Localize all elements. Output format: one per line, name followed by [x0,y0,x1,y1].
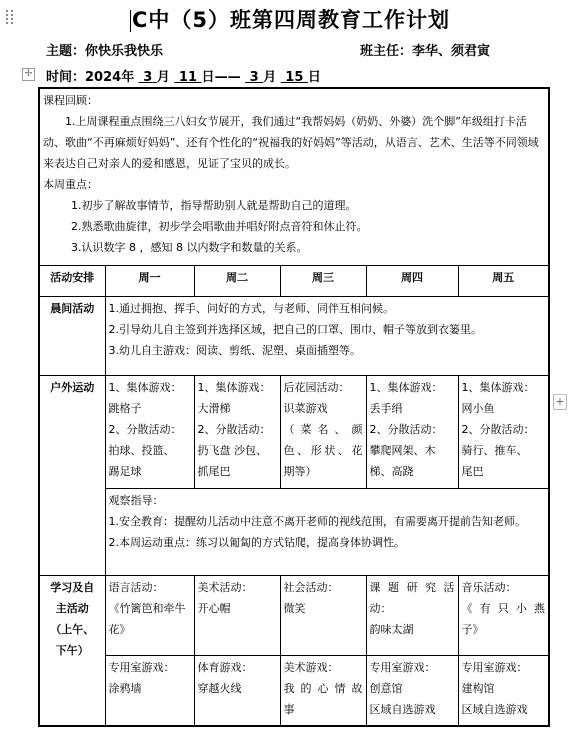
outdoor-wednesday-cell[interactable]: 后花园活动： 识菜游戏 （菜名、颜 色、形状、花 期等） [280,375,366,488]
focus-item: 2.熟悉歌曲旋律，初步学会唱歌曲并唱好附点音符和休止符。 [71,220,368,233]
game-thursday-cell[interactable]: 专用室游戏： 创意馆 区域自选游戏 [366,655,458,726]
focus-item: 3.认识数字 8 ，感知 8 以内数字和数量的关系。 [71,241,308,254]
morning-activity-cell[interactable] [105,296,549,375]
review-text: 1.上周课程重点围绕三八妇女节展开，我们通过“我帮妈妈（奶奶、外婆）洗个脚”年级组打卡活动、歌曲“不再麻烦好妈妈”、还有个性化的“祝福我的好妈妈”等活动，从语言、艺术、生活等不同领域来表达自己对亲人的爱和感恩，见证了宝贝的成长。 [43,115,539,170]
header-friday[interactable]: 周五 [458,265,549,296]
guidance-line: 1.安全教育：提醒幼儿活动中注意不离开老师的视线范围，有需要离开提前告知老师。 [108,514,526,528]
observation-guidance-cell[interactable] [105,488,549,575]
text-cursor [130,10,131,32]
outdoor-activity-label[interactable]: 户外运动 [39,375,105,575]
document-title[interactable]: C中（5）班第四周教育工作计划 [131,8,451,32]
focus-heading: 本周重点： [43,178,98,191]
outdoor-tuesday-cell[interactable]: 1、集体游戏： 大滑梯 2、分散活动： 扔飞盘 沙包、 抓尾巴 [194,375,280,488]
schedule-header-row [39,265,549,296]
study-activity-label[interactable]: 学习及自 主活动 （上午、 下午） [39,575,105,726]
guidance-line: 2.本周运动重点：练习以匍匐的方式钻爬，提高身体协调性。 [108,535,405,549]
review-heading: 课程回顾： [43,94,98,107]
header-thursday[interactable]: 周四 [366,265,458,296]
guidance-heading: 观察指导： [108,493,164,507]
header-monday[interactable]: 周一 [105,265,194,296]
morning-line: 2.引导幼儿自主签到并选择区域，把自己的口罩、围巾、帽子等放到衣篓里。 [108,322,482,336]
game-tuesday-cell[interactable]: 体育游戏： 穿越火线 [194,655,280,726]
header-tuesday[interactable]: 周二 [194,265,280,296]
header-activity[interactable]: 活动安排 [39,265,105,296]
game-monday-cell[interactable]: 专用室游戏： 涂鸦墙 [105,655,194,726]
game-friday-cell[interactable]: 专用室游戏： 建构馆 区域自选游戏 [458,655,549,726]
plan-table [38,87,550,727]
add-column-icon[interactable]: + [553,394,567,410]
study-wednesday-cell[interactable]: 社会活动： 微笑 [280,575,366,655]
outdoor-friday-cell[interactable]: 1、集体游戏： 网小鱼 2、分散活动： 骑行、推车、 尾巴 [458,375,549,488]
header-wednesday[interactable]: 周三 [280,265,366,296]
study-tuesday-cell[interactable]: 美术活动： 开心帽 [194,575,280,655]
focus-item: 1.初步了解故事情节，指导帮助别人就是帮助自己的道理。 [71,199,357,212]
morning-line: 3.幼儿自主游戏：阅读、剪纸、泥塑、桌面插塑等。 [108,343,361,357]
morning-line: 1.通过拥抱、挥手、问好的方式，与老师、同伴互相问候。 [108,301,394,315]
table-move-icon[interactable]: ✢ [22,68,35,81]
morning-activity-label[interactable]: 晨间活动 [39,296,105,375]
theme-line: 主题：你快乐我快乐 [46,44,164,59]
outdoor-thursday-cell[interactable]: 1、集体游戏： 丢手绢 2、分散活动： 攀爬网架、木 梯、高跷 [366,375,458,488]
study-monday-cell[interactable]: 语言活动： 《竹篱笆和牵牛花》 [105,575,194,655]
outdoor-monday-cell[interactable]: 1、集体游戏： 跳格子 2、分散活动： 拍球、投篮、 踢足球 [105,375,194,488]
study-thursday-cell[interactable]: 课题研究活 动： 韵味太湖 [366,575,458,655]
game-wednesday-cell[interactable]: 美术游戏： 我的心情故 事 [280,655,366,726]
study-friday-cell[interactable]: 音乐活动： 《有只小燕 子》 [458,575,549,655]
teacher-line: 班主任：李华、须君寅 [360,44,491,59]
time-line: 时间：2024年 3 月 11 日—— 3 月 15 日 [46,70,321,85]
course-review-cell[interactable] [39,88,549,265]
